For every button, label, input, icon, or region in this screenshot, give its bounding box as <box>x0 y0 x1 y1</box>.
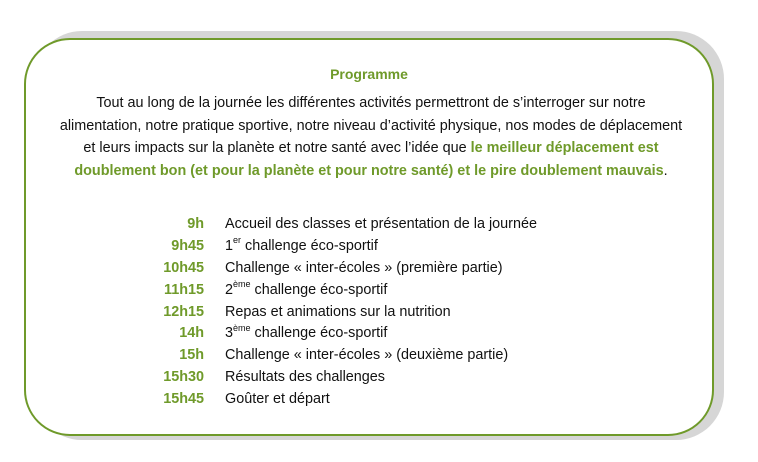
activity-ordinal: ème <box>233 278 251 289</box>
schedule-row <box>26 258 712 280</box>
schedule-time: 15h30 <box>163 369 204 386</box>
schedule-row <box>26 236 712 258</box>
schedule-time: 9h45 <box>171 237 204 254</box>
schedule-time: 15h45 <box>163 391 204 408</box>
schedule-activity <box>225 323 387 345</box>
activity-ordinal: ème <box>233 322 251 333</box>
activity-text: Repas et animations sur la nutrition <box>225 303 451 320</box>
activity-number: 3 <box>225 325 234 342</box>
schedule-row <box>26 389 712 411</box>
schedule-row <box>26 345 712 367</box>
schedule-time: 10h45 <box>163 259 204 276</box>
intro-text: Tout au long de la journée les différentes activités permettront de s’interroger sur notre alimentation, notre pratique sportive, notre niveau d’activité physique, nos modes de déplacement et leurs impacts sur la planète et notre santé avec l’idée que <box>59 95 683 156</box>
schedule-row <box>26 302 712 324</box>
schedule-time: 9h <box>187 216 204 232</box>
activity-text: challenge éco-sportif <box>250 325 388 342</box>
activity-ordinal: er <box>233 235 242 246</box>
programme-title: Programme <box>330 66 408 82</box>
schedule-time: 12h15 <box>163 303 204 320</box>
schedule-activity <box>225 389 330 411</box>
activity-text: Challenge « inter-écoles » (deuxième partie) <box>225 347 509 364</box>
activity-text: Challenge « inter-écoles » (première partie) <box>225 259 503 276</box>
schedule-time: 15h <box>179 347 204 364</box>
activity-number: 1 <box>225 237 234 254</box>
schedule-time: 14h <box>179 325 204 342</box>
activity-text: challenge éco-sportif <box>250 281 388 298</box>
activity-text: Goûter et départ <box>225 391 330 408</box>
intro-paragraph <box>56 92 686 182</box>
schedule-time: 11h15 <box>163 281 204 298</box>
activity-text: Résultats des challenges <box>225 369 385 386</box>
schedule-activity <box>225 345 508 367</box>
programme-box <box>24 38 714 436</box>
schedule-activity <box>225 258 503 280</box>
intro-highlight: le meilleur déplacement est doublement bon (et pour la planète et pour notre santé) et le pire doublement mauvais <box>74 140 664 179</box>
schedule-row <box>26 280 712 302</box>
activity-text: Accueil des classes et présentation de la journée <box>225 216 537 232</box>
activity-number: 2 <box>225 281 234 298</box>
activity-text: challenge éco-sportif <box>241 237 378 254</box>
schedule-activity <box>225 236 378 258</box>
schedule-activity <box>225 214 537 236</box>
schedule-row <box>26 323 712 345</box>
schedule-row <box>26 367 712 389</box>
schedule-activity <box>225 280 387 302</box>
schedule-list <box>26 214 712 411</box>
schedule-row <box>26 214 712 236</box>
schedule-activity <box>225 367 385 389</box>
schedule-activity <box>225 302 451 324</box>
intro-end: . <box>663 162 668 179</box>
